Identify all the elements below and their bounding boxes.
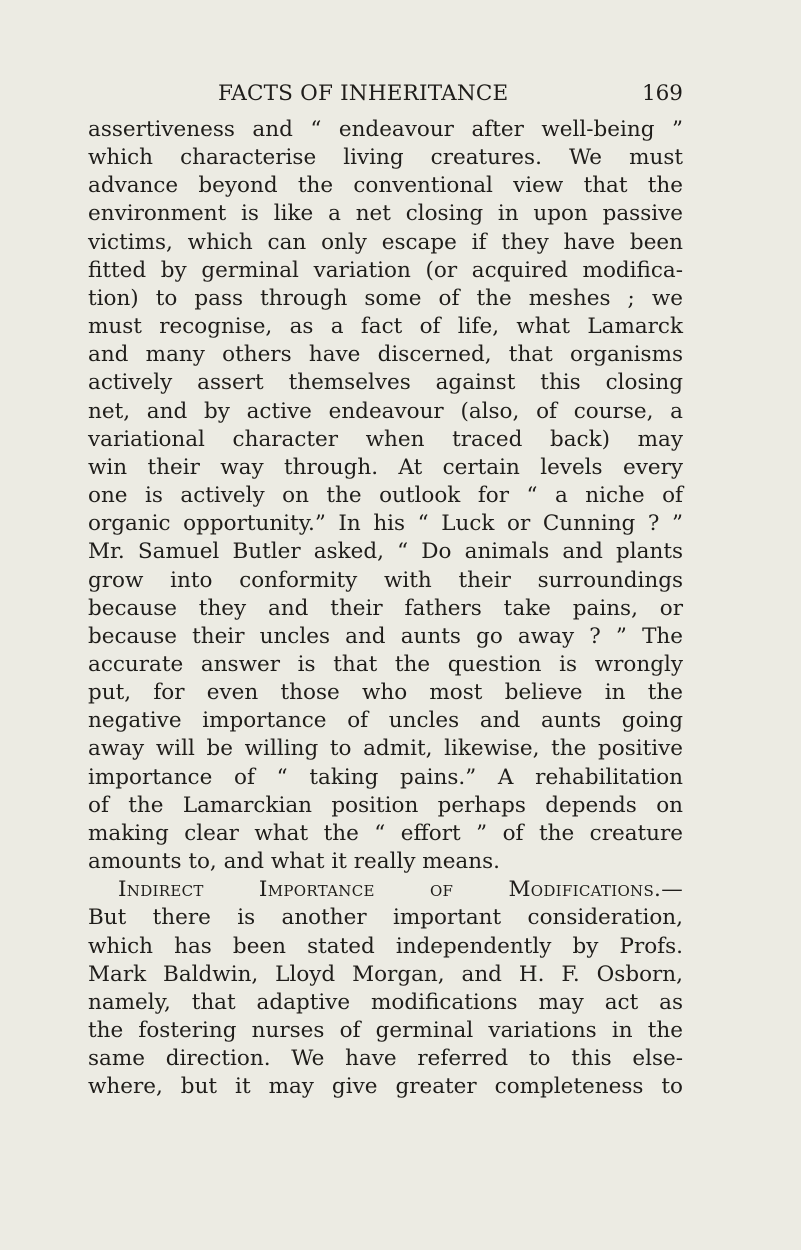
text-line: and many others have discerned, that organisms [88,342,683,368]
text-line: But there is another important consideration, [88,905,683,931]
text-line: actively assert themselves against this closing [88,370,683,396]
text-line: win their way through. At certain levels every [88,454,683,480]
text-line: where, but it may give greater completeness to [88,1074,683,1100]
text-line: advance beyond the conventional view that the [88,173,683,199]
text-line: Mr. Samuel Butler asked, “ Do animals and plants [88,539,683,565]
text-line: same direction. We have referred to this else- [88,1046,683,1072]
text-line: of the Lamarckian position perhaps depends on [88,792,683,818]
text-line: organic opportunity.” In his “ Luck or Cunning ? ” [88,511,683,537]
page-number: 169 [641,81,683,106]
text-line: Mark Baldwin, Lloyd Morgan, and H. F. Osborn, [88,961,683,987]
body-text [88,116,683,1101]
section-heading: Indirect Importance of Modifications.— [118,877,683,903]
text-line: the fostering nurses of germinal variations in the [88,1018,683,1043]
text-line: importance of “ taking pains.” A rehabilitation [88,764,683,790]
text-line: amounts to, and what it really means. [88,849,500,875]
text-line: which characterise living creatures. We must [88,145,683,171]
text-line: victims, which can only escape if they have been [88,229,683,255]
text-line: net, and by active endeavour (also, of course, a [88,398,683,424]
text-line: which has been stated independently by Profs. [88,933,683,959]
text-line: namely, that adaptive modifications may act as [88,989,683,1015]
text-line: away will be willing to admit, likewise, the positive [88,736,683,762]
text-line: variational character when traced back) may [88,426,683,452]
text-line: one is actively on the outlook for “ a niche of [88,483,683,509]
text-line: tion) to pass through some of the meshes ; we [88,285,683,311]
text-line: because they and their fathers take pains, or [88,595,683,621]
text-line: must recognise, as a fact of life, what Lamarck [88,314,683,340]
text-line: put, for even those who most believe in the [88,680,683,706]
paragraph [88,876,683,1101]
running-head: FACTS OF INHERITANCE [218,81,509,106]
text-line: because their uncles and aunts go away ? ” The [88,623,683,649]
text-line: environment is like a net closing in upon passive [88,201,683,227]
text-line: making clear what the “ effort ” of the creature [88,820,683,846]
page-header [88,74,683,114]
text-line: grow into conformity with their surroundings [88,567,683,593]
paragraph [88,116,683,876]
text-line: assertiveness and “ endeavour after well-being ” [88,117,683,142]
text-line: negative importance of uncles and aunts going [88,708,683,734]
text-line: fitted by germinal variation (or acquired modifica- [88,257,683,283]
text-line: accurate answer is that the question is wrongly [88,651,683,677]
